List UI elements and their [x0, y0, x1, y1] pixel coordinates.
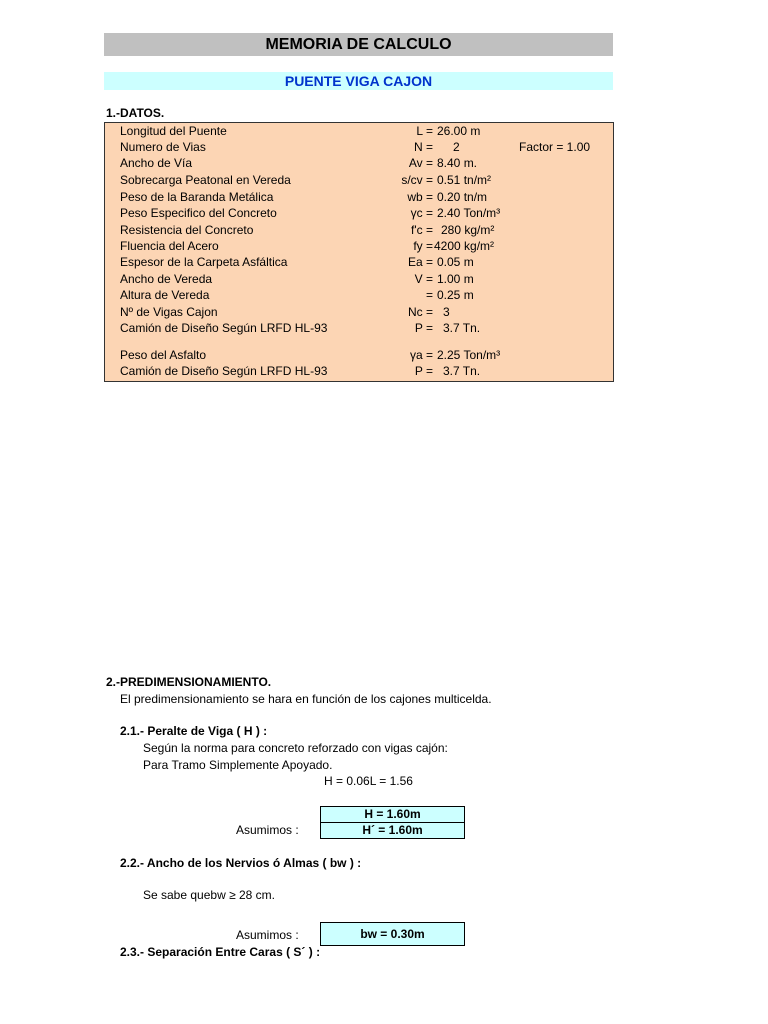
datos-label: Resistencia del Concreto — [120, 223, 254, 237]
datos-symbol: P = — [414, 364, 433, 378]
datos-value: 280 kg/m² — [441, 223, 495, 237]
s21-heading: 2.1.- Peralte de Viga ( H ) : — [120, 724, 268, 738]
datos-label: Ancho de Vía — [120, 156, 193, 170]
datos-label: Sobrecarga Peatonal en Vereda — [120, 173, 291, 187]
datos-value: 0.20 tn/m — [437, 190, 488, 204]
datos-label: Camión de Diseño Según LRFD HL-93 — [120, 321, 328, 335]
datos-symbol: P = — [414, 321, 433, 335]
datos-symbol: V = — [414, 272, 433, 286]
page-subtitle: PUENTE VIGA CAJON — [104, 72, 613, 90]
datos-table — [104, 122, 614, 382]
datos-symbol: s/cv = — [401, 173, 433, 187]
datos-symbol: γc = — [410, 206, 433, 220]
datos-label: Longitud del Puente — [120, 124, 227, 138]
datos-label: Ancho de Vereda — [120, 272, 213, 286]
datos-label: Fluencia del Acero — [120, 239, 219, 253]
datos-value: 3 — [443, 305, 450, 319]
datos-heading: 1.-DATOS. — [106, 106, 165, 120]
datos-symbol: N = — [413, 140, 433, 154]
datos-symbol: f'c = — [411, 223, 433, 237]
datos-label: Peso de la Baranda Metálica — [120, 190, 274, 204]
datos-symbol: L = — [416, 124, 433, 138]
datos-value: 1.00 m — [437, 272, 474, 286]
datos-label: Peso Especifico del Concreto — [120, 206, 277, 220]
s21-line1: Según la norma para concreto reforzado con vigas cajón: — [143, 741, 448, 755]
datos-value: 0.05 m — [437, 255, 474, 269]
page-title: MEMORIA DE CALCULO — [104, 33, 613, 56]
datos-value: 4200 kg/m² — [434, 239, 495, 253]
datos-label: Numero de Vias — [120, 140, 206, 154]
s22-assume-label: Asumimos : — [236, 928, 299, 942]
datos-label: Espesor de la Carpeta Asfáltica — [120, 255, 288, 269]
s21-assume-label: Asumimos : — [236, 823, 299, 837]
datos-value: 0.25 m — [437, 288, 474, 302]
s23-heading: 2.3.- Separación Entre Caras ( S´ ) : — [120, 945, 321, 959]
datos-value: 2.25 Ton/m³ — [437, 348, 501, 362]
s21-formula: H = 0.06L = 1.56 — [324, 774, 413, 788]
predim-intro: El predimensionamiento se hara en función de los cajones multicelda. — [120, 692, 492, 706]
datos-value: 26.00 m — [437, 124, 481, 138]
datos-symbol: Av = — [408, 156, 433, 170]
datos-value: 8.40 m. — [437, 156, 478, 170]
datos-label: Camión de Diseño Según LRFD HL-93 — [120, 364, 328, 378]
predim-heading: 2.-PREDIMENSIONAMIENTO. — [106, 675, 272, 689]
datos-value: 2.40 Ton/m³ — [437, 206, 501, 220]
datos-symbol: Ea = — [407, 255, 433, 269]
datos-value: 0.51 tn/m² — [437, 173, 492, 187]
datos-symbol: Nc = — [407, 305, 433, 319]
datos-symbol: = — [425, 288, 433, 302]
s21-line2: Para Tramo Simplemente Apoyado. — [143, 758, 333, 772]
datos-symbol: fy = — [413, 239, 433, 253]
h-result-box: H = 1.60m — [320, 806, 465, 823]
s22-heading: 2.2.- Ancho de los Nervios ó Almas ( bw ) : — [120, 856, 362, 870]
datos-label: Peso del Asfalto — [120, 348, 207, 362]
datos-symbol: γa = — [409, 348, 433, 362]
datos-factor: Factor = 1.00 — [519, 140, 591, 154]
bw-result-box: bw = 0.30m — [320, 922, 465, 946]
datos-symbol: wb = — [407, 190, 433, 204]
h-prime-result-box: H´ = 1.60m — [320, 822, 465, 839]
s22-line1: Se sabe quebw ≥ 28 cm. — [143, 888, 275, 902]
datos-value: 2 — [453, 140, 460, 154]
datos-label: Nº de Vigas Cajon — [120, 305, 218, 319]
datos-value: 3.7 Tn. — [443, 321, 481, 335]
datos-value: 3.7 Tn. — [443, 364, 481, 378]
datos-label: Altura de Vereda — [120, 288, 210, 302]
